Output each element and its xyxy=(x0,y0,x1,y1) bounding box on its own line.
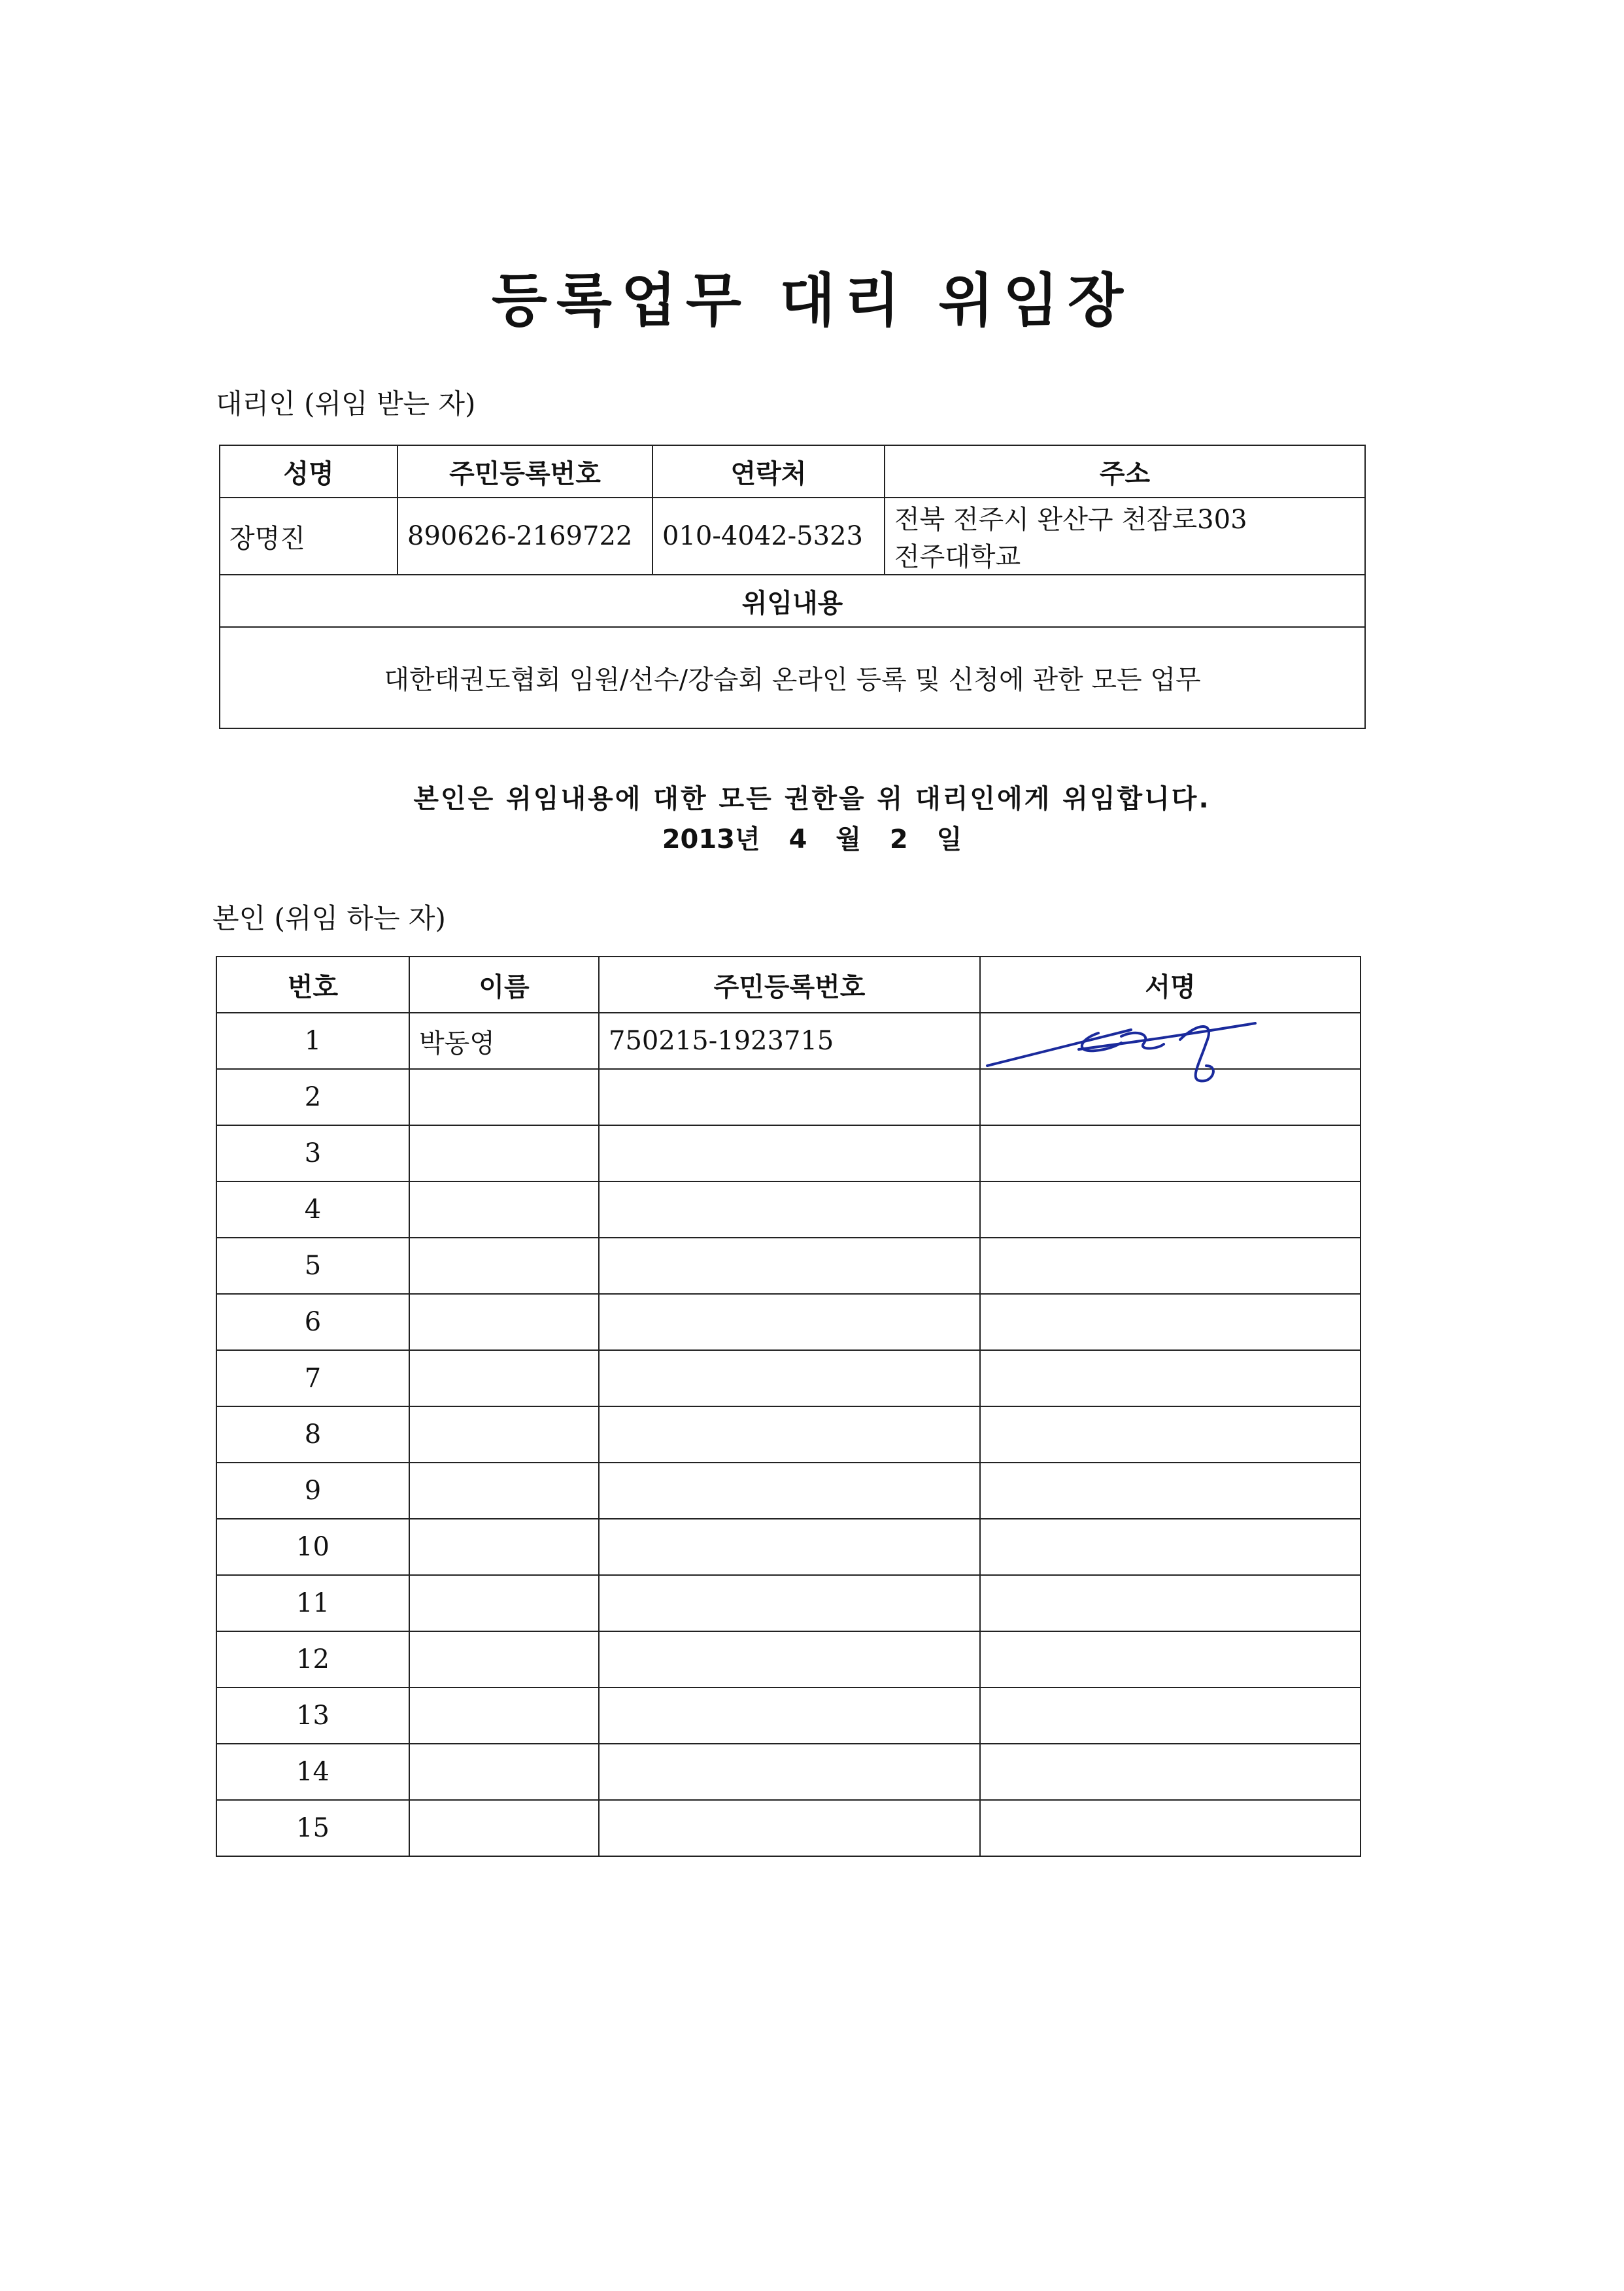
delegation-header: 위임내용 xyxy=(220,575,1365,627)
table-row xyxy=(216,1744,1361,1800)
row-name: 박동영 xyxy=(409,1013,599,1069)
document-title: 등록업무 대리 위임장 xyxy=(491,266,1133,334)
row-name xyxy=(409,1463,599,1519)
row-signature xyxy=(980,1238,1361,1294)
header-number: 번호 xyxy=(216,957,409,1013)
row-number: 11 xyxy=(216,1575,409,1631)
agent-header-row xyxy=(220,445,1365,498)
table-row xyxy=(216,1519,1361,1575)
agent-section-label: 대리인 (위임 받는 자) xyxy=(216,388,476,420)
row-resident-number xyxy=(599,1294,980,1350)
row-number: 13 xyxy=(216,1688,409,1744)
row-resident-number xyxy=(599,1575,980,1631)
row-signature xyxy=(980,1575,1361,1631)
table-row xyxy=(216,1125,1361,1181)
row-name xyxy=(409,1575,599,1631)
row-name xyxy=(409,1406,599,1463)
table-row xyxy=(216,1406,1361,1463)
row-number: 2 xyxy=(216,1069,409,1125)
address-line-1: 전북 전주시 완산구 천잠로303 xyxy=(894,505,1247,535)
agent-name: 장명진 xyxy=(220,498,398,575)
row-signature xyxy=(980,1125,1361,1181)
agent-address xyxy=(885,498,1365,575)
row-number: 14 xyxy=(216,1744,409,1800)
table-row xyxy=(216,1350,1361,1406)
row-number: 6 xyxy=(216,1294,409,1350)
row-resident-number xyxy=(599,1744,980,1800)
row-name xyxy=(409,1519,599,1575)
row-signature xyxy=(980,1463,1361,1519)
row-resident-number xyxy=(599,1069,980,1125)
row-signature xyxy=(980,1294,1361,1350)
date: 2013년 4 월 2 일 xyxy=(662,824,962,855)
agent-phone: 010-4042-5323 xyxy=(652,498,885,575)
row-signature xyxy=(980,1688,1361,1744)
row-number: 1 xyxy=(216,1013,409,1069)
agent-table xyxy=(219,445,1366,729)
delegation-statement: 본인은 위임내용에 대한 모든 권한을 위 대리인에게 위임합니다. xyxy=(413,784,1211,814)
row-resident-number: 750215-1923715 xyxy=(599,1013,980,1069)
row-name xyxy=(409,1688,599,1744)
row-signature xyxy=(980,1800,1361,1856)
row-name xyxy=(409,1350,599,1406)
row-resident-number xyxy=(599,1238,980,1294)
row-resident-number xyxy=(599,1350,980,1406)
row-name xyxy=(409,1800,599,1856)
row-name xyxy=(409,1238,599,1294)
delegation-content: 대한태권도협회 임원/선수/강습회 온라인 등록 및 신청에 관한 모든 업무 xyxy=(220,627,1365,728)
row-number: 15 xyxy=(216,1800,409,1856)
agent-resident-number: 890626-2169722 xyxy=(398,498,652,575)
row-name xyxy=(409,1631,599,1688)
row-resident-number xyxy=(599,1463,980,1519)
principal-section-label: 본인 (위임 하는 자) xyxy=(212,902,446,934)
row-signature xyxy=(980,1350,1361,1406)
row-name xyxy=(409,1125,599,1181)
row-number: 10 xyxy=(216,1519,409,1575)
row-number: 3 xyxy=(216,1125,409,1181)
table-row xyxy=(216,1463,1361,1519)
header-resident-number: 주민등록번호 xyxy=(599,957,980,1013)
table-row xyxy=(216,1631,1361,1688)
table-row xyxy=(216,1800,1361,1856)
header-signature: 서명 xyxy=(980,957,1361,1013)
row-signature xyxy=(980,1744,1361,1800)
row-signature xyxy=(980,1519,1361,1575)
agent-data-row xyxy=(220,498,1365,575)
row-resident-number xyxy=(599,1125,980,1181)
table-row xyxy=(216,1181,1361,1238)
row-name xyxy=(409,1294,599,1350)
row-name xyxy=(409,1181,599,1238)
row-number: 8 xyxy=(216,1406,409,1463)
row-resident-number xyxy=(599,1800,980,1856)
header-resident-number: 주민등록번호 xyxy=(398,445,652,498)
row-number: 5 xyxy=(216,1238,409,1294)
table-row xyxy=(216,1688,1361,1744)
row-signature xyxy=(980,1181,1361,1238)
row-resident-number xyxy=(599,1688,980,1744)
row-resident-number xyxy=(599,1406,980,1463)
row-name xyxy=(409,1069,599,1125)
table-row xyxy=(216,1575,1361,1631)
row-number: 4 xyxy=(216,1181,409,1238)
table-row xyxy=(216,1294,1361,1350)
table-row xyxy=(216,1238,1361,1294)
handwritten-signature xyxy=(981,1004,1268,1095)
header-phone: 연락처 xyxy=(652,445,885,498)
row-resident-number xyxy=(599,1631,980,1688)
row-number: 7 xyxy=(216,1350,409,1406)
row-number: 9 xyxy=(216,1463,409,1519)
row-resident-number xyxy=(599,1519,980,1575)
row-signature xyxy=(980,1631,1361,1688)
signature-strokes xyxy=(987,1023,1255,1081)
row-number: 12 xyxy=(216,1631,409,1688)
header-name: 이름 xyxy=(409,957,599,1013)
header-address: 주소 xyxy=(885,445,1365,498)
row-signature xyxy=(980,1406,1361,1463)
header-name: 성명 xyxy=(220,445,398,498)
address-line-2: 전주대학교 xyxy=(894,542,1021,572)
row-resident-number xyxy=(599,1181,980,1238)
row-name xyxy=(409,1744,599,1800)
